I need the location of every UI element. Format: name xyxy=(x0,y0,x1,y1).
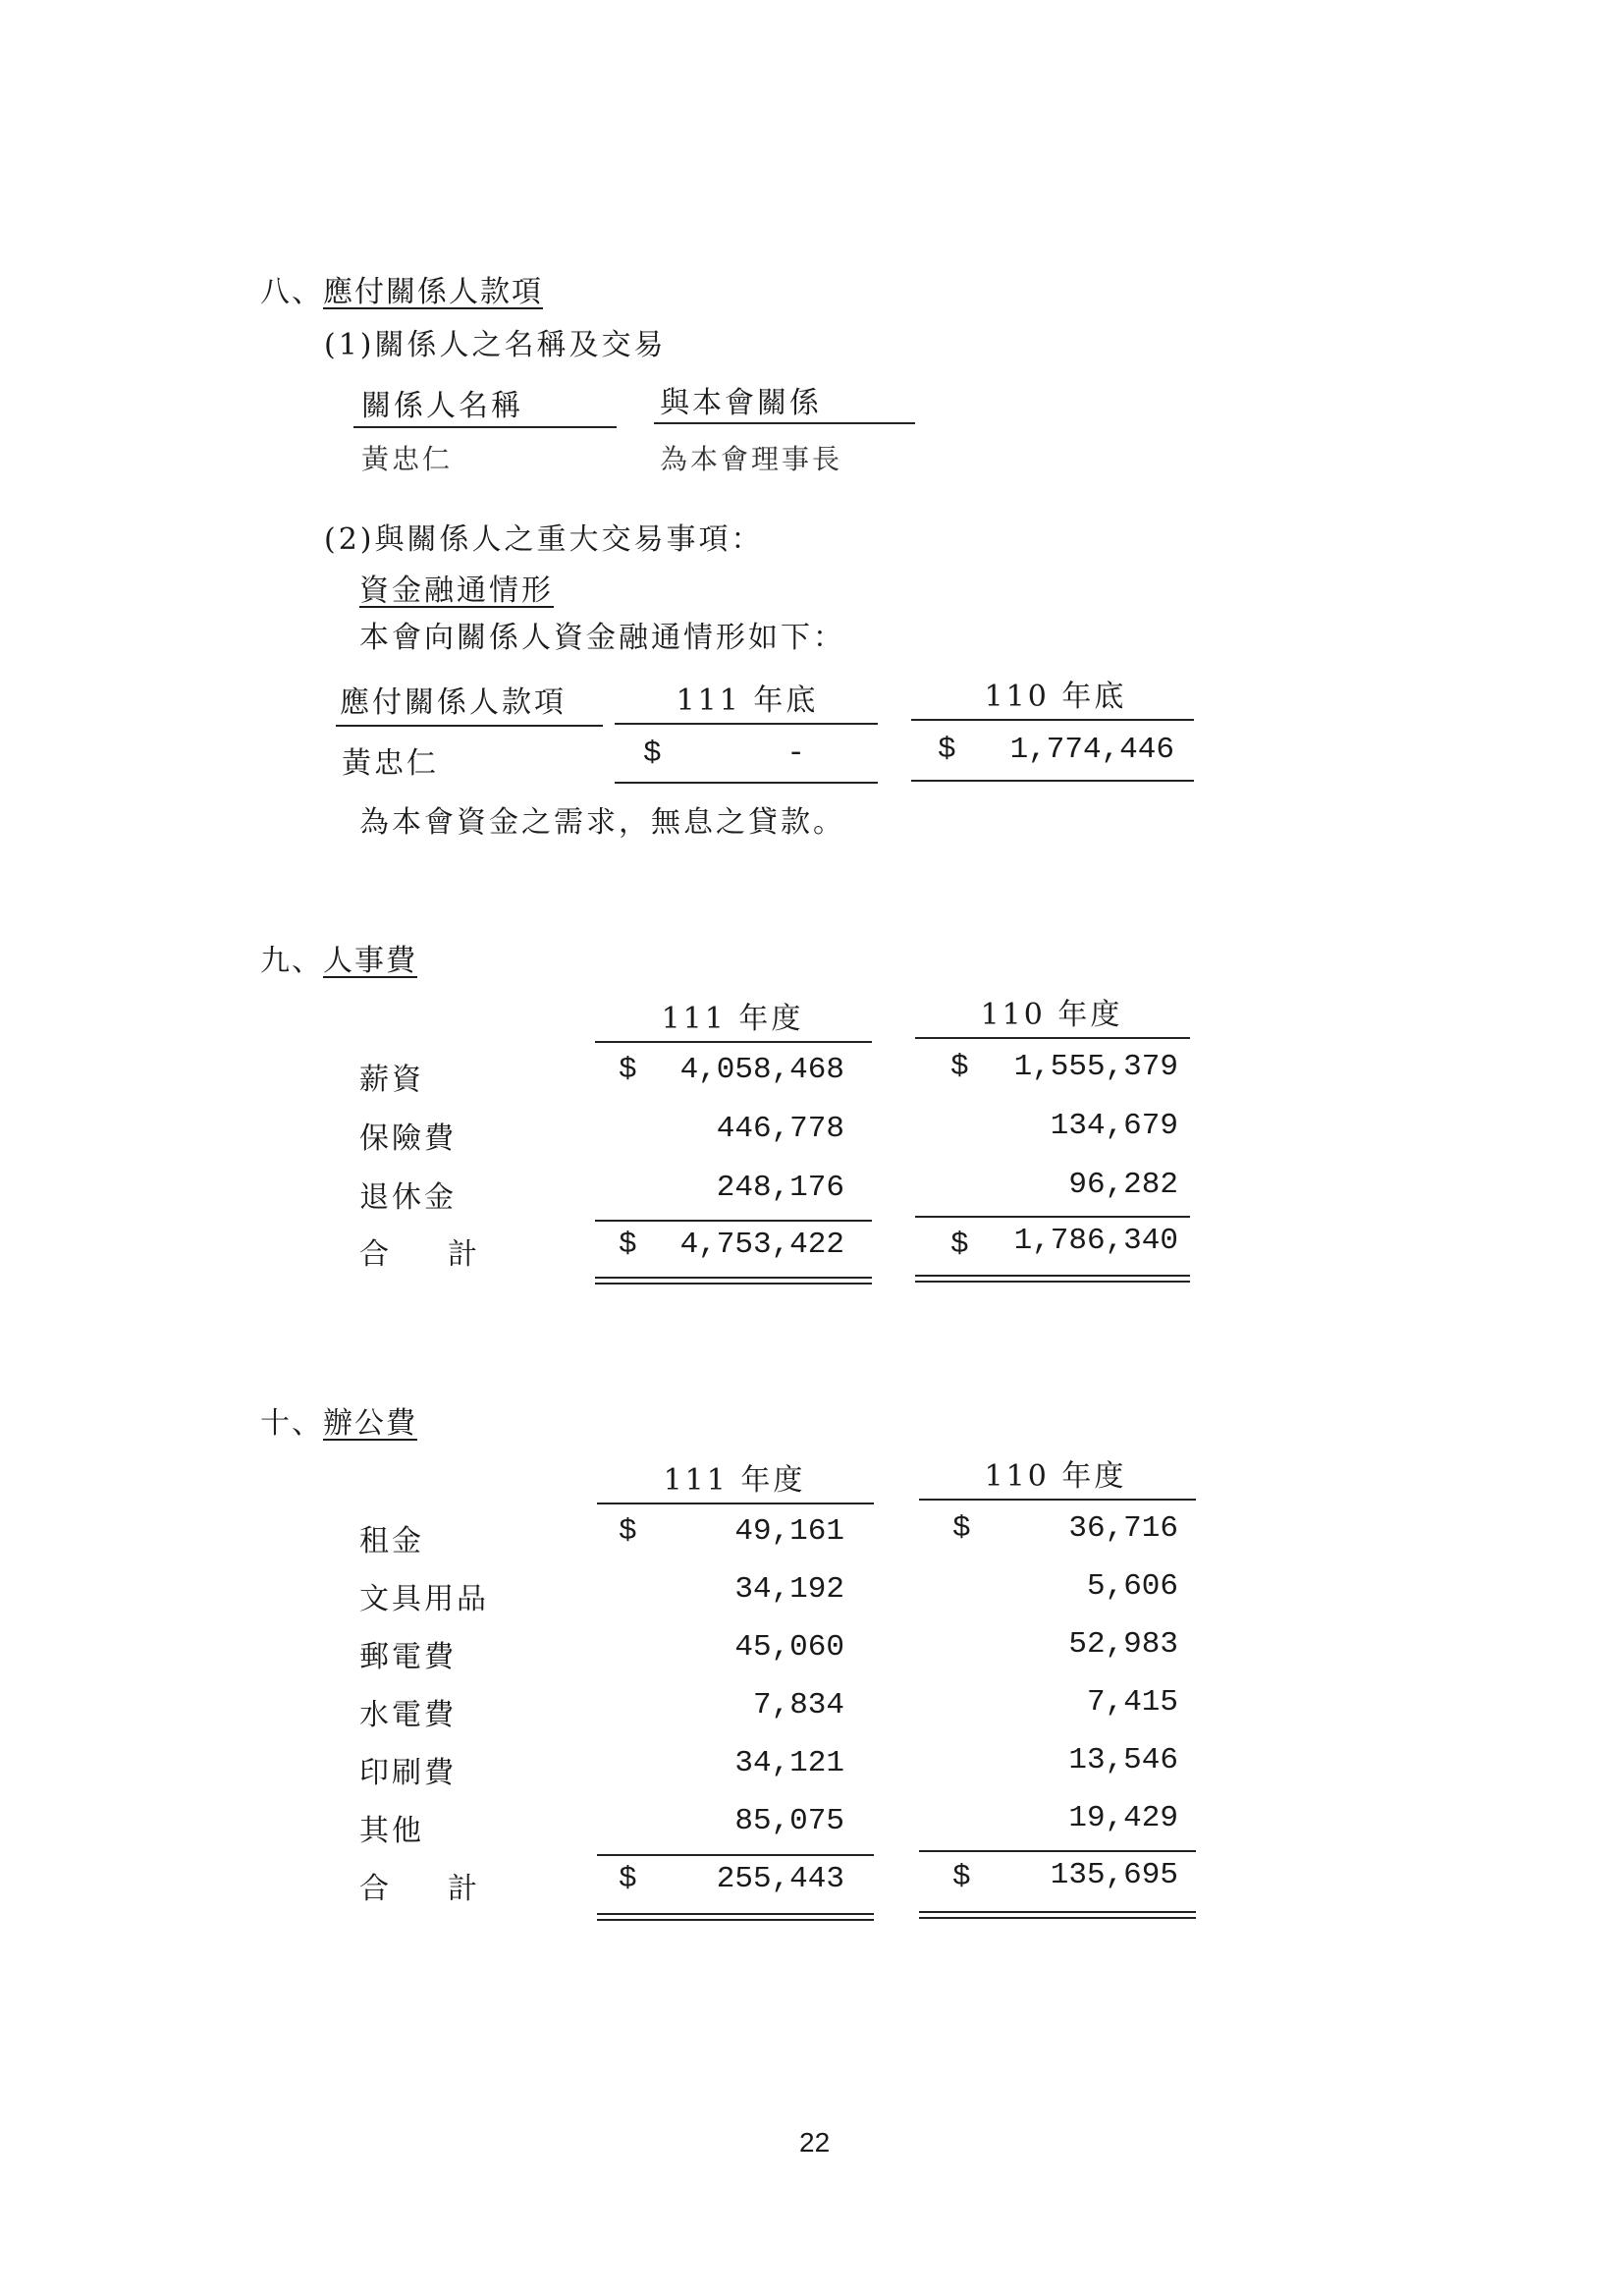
s9-col-header-111: 111 年度 xyxy=(661,1002,804,1036)
s10-row-label: 其他 xyxy=(359,1814,424,1848)
s10-col-header-111: 111 年度 xyxy=(663,1463,806,1498)
header-rule-name xyxy=(353,426,617,428)
s9-total-currency-110: $ xyxy=(950,1228,969,1262)
s10-row-value-111: 34,121 xyxy=(734,1746,844,1780)
value-111-end: - xyxy=(786,737,805,771)
section-10-number: 十、 xyxy=(260,1406,323,1441)
s10-total-label: 合 計 xyxy=(359,1872,477,1906)
s9-subtotal-rule-110 xyxy=(915,1216,1190,1218)
s10-header-rule-110 xyxy=(919,1499,1196,1501)
page-number: 22 xyxy=(799,2127,831,2158)
s9-row-currency-111: $ xyxy=(619,1053,637,1087)
section-10-heading xyxy=(260,1398,417,1442)
s10-row-value-111: 34,192 xyxy=(734,1572,844,1607)
s10-row-value-111: 45,060 xyxy=(734,1630,844,1665)
section-8-sub2: (2)與關係人之重大交易事項： xyxy=(324,522,764,557)
section-10-title: 辦公費 xyxy=(323,1406,417,1441)
s9-subtotal-rule-111 xyxy=(595,1220,872,1222)
s9-total-currency-111: $ xyxy=(619,1228,637,1262)
s10-row-value-110: 5,606 xyxy=(1086,1569,1178,1604)
section-8-title: 應付關係人款項 xyxy=(323,275,543,309)
s10-subtotal-rule-110 xyxy=(919,1850,1196,1852)
section-9-title: 人事費 xyxy=(323,944,417,978)
s10-row-value-111: 49,161 xyxy=(734,1514,844,1549)
s9-header-rule-110 xyxy=(915,1037,1190,1039)
s10-total-double-rule-111 xyxy=(597,1913,874,1921)
section-9-heading xyxy=(260,936,417,979)
party-name: 黃忠仁 xyxy=(361,443,454,475)
section-8-number: 八、 xyxy=(260,275,323,309)
col-header-relation: 與本會關係 xyxy=(660,386,822,420)
s10-row-value-111: 85,075 xyxy=(734,1804,844,1838)
s9-row-value-110: 1,555,379 xyxy=(1013,1050,1178,1084)
s10-row-currency-110: $ xyxy=(952,1511,971,1546)
currency-110: $ xyxy=(938,733,956,767)
s10-row-value-110: 13,546 xyxy=(1068,1743,1178,1777)
s9-total-110: 1,786,340 xyxy=(1013,1224,1178,1258)
s9-row-value-111: 446,778 xyxy=(716,1112,844,1146)
section-9-number: 九、 xyxy=(260,944,323,978)
s10-header-rule-111 xyxy=(597,1503,874,1504)
s9-total-double-rule-111 xyxy=(595,1277,872,1285)
table-header-payable: 應付關係人款項 xyxy=(340,685,567,720)
s9-total-111: 4,753,422 xyxy=(679,1228,844,1262)
s10-row-label: 水電費 xyxy=(359,1698,457,1732)
s9-row-value-111: 4,058,468 xyxy=(679,1053,844,1087)
s10-total-double-rule-110 xyxy=(919,1911,1196,1919)
party-relation: 為本會理事長 xyxy=(660,443,843,475)
s10-row-label: 郵電費 xyxy=(359,1640,457,1674)
s9-row-value-111: 248,176 xyxy=(716,1171,844,1205)
s10-subtotal-rule-111 xyxy=(597,1854,874,1856)
s10-row-label: 印刷費 xyxy=(359,1756,457,1790)
row-rule-110 xyxy=(911,780,1194,782)
s10-row-value-110: 52,983 xyxy=(1068,1627,1178,1662)
s10-row-value-110: 19,429 xyxy=(1068,1801,1178,1835)
row-party-name: 黃忠仁 xyxy=(342,746,439,781)
currency-111: $ xyxy=(643,737,662,771)
s9-row-label: 退休金 xyxy=(359,1180,457,1215)
s10-row-label: 文具用品 xyxy=(359,1582,489,1616)
col-header-110-end: 110 年底 xyxy=(984,680,1127,714)
s10-row-value-111: 7,834 xyxy=(752,1688,844,1722)
header-rule-payable xyxy=(336,725,603,727)
row-rule-111 xyxy=(615,782,878,784)
funding-description: 本會向關係人資金融通情形如下： xyxy=(359,621,845,655)
s9-header-rule-111 xyxy=(595,1041,872,1043)
s10-col-header-110: 110 年度 xyxy=(984,1459,1127,1494)
s9-col-header-110: 110 年度 xyxy=(980,998,1123,1032)
s10-total-111: 255,443 xyxy=(716,1862,844,1896)
col-header-111-end: 111 年底 xyxy=(676,683,819,718)
s10-row-label: 租金 xyxy=(359,1524,424,1558)
s10-row-value-110: 7,415 xyxy=(1086,1685,1178,1720)
section-8-heading xyxy=(260,267,543,310)
s9-row-label: 保險費 xyxy=(359,1121,457,1156)
s9-total-label: 合 計 xyxy=(359,1237,477,1272)
funding-note: 為本會資金之需求，無息之貸款。 xyxy=(359,805,845,840)
s10-row-value-110: 36,716 xyxy=(1068,1511,1178,1546)
s9-row-currency-110: $ xyxy=(950,1050,969,1084)
s9-row-value-110: 96,282 xyxy=(1068,1168,1178,1202)
s10-total-currency-110: $ xyxy=(952,1860,971,1894)
header-rule-111 xyxy=(615,723,878,725)
s9-row-label: 薪資 xyxy=(359,1063,424,1097)
funding-title: 資金融通情形 xyxy=(359,574,554,608)
header-rule-110 xyxy=(911,719,1194,721)
s10-total-currency-111: $ xyxy=(619,1862,637,1896)
value-110-end: 1,774,446 xyxy=(1009,733,1174,767)
s9-total-double-rule-110 xyxy=(915,1275,1190,1283)
s9-row-value-110: 134,679 xyxy=(1050,1109,1178,1143)
header-rule-relation xyxy=(654,422,915,424)
col-header-party-name: 關係人名稱 xyxy=(361,389,523,423)
s10-row-currency-111: $ xyxy=(619,1514,637,1549)
s10-total-110: 135,695 xyxy=(1050,1858,1178,1892)
section-8-sub1: (1)關係人之名稱及交易 xyxy=(324,328,667,362)
